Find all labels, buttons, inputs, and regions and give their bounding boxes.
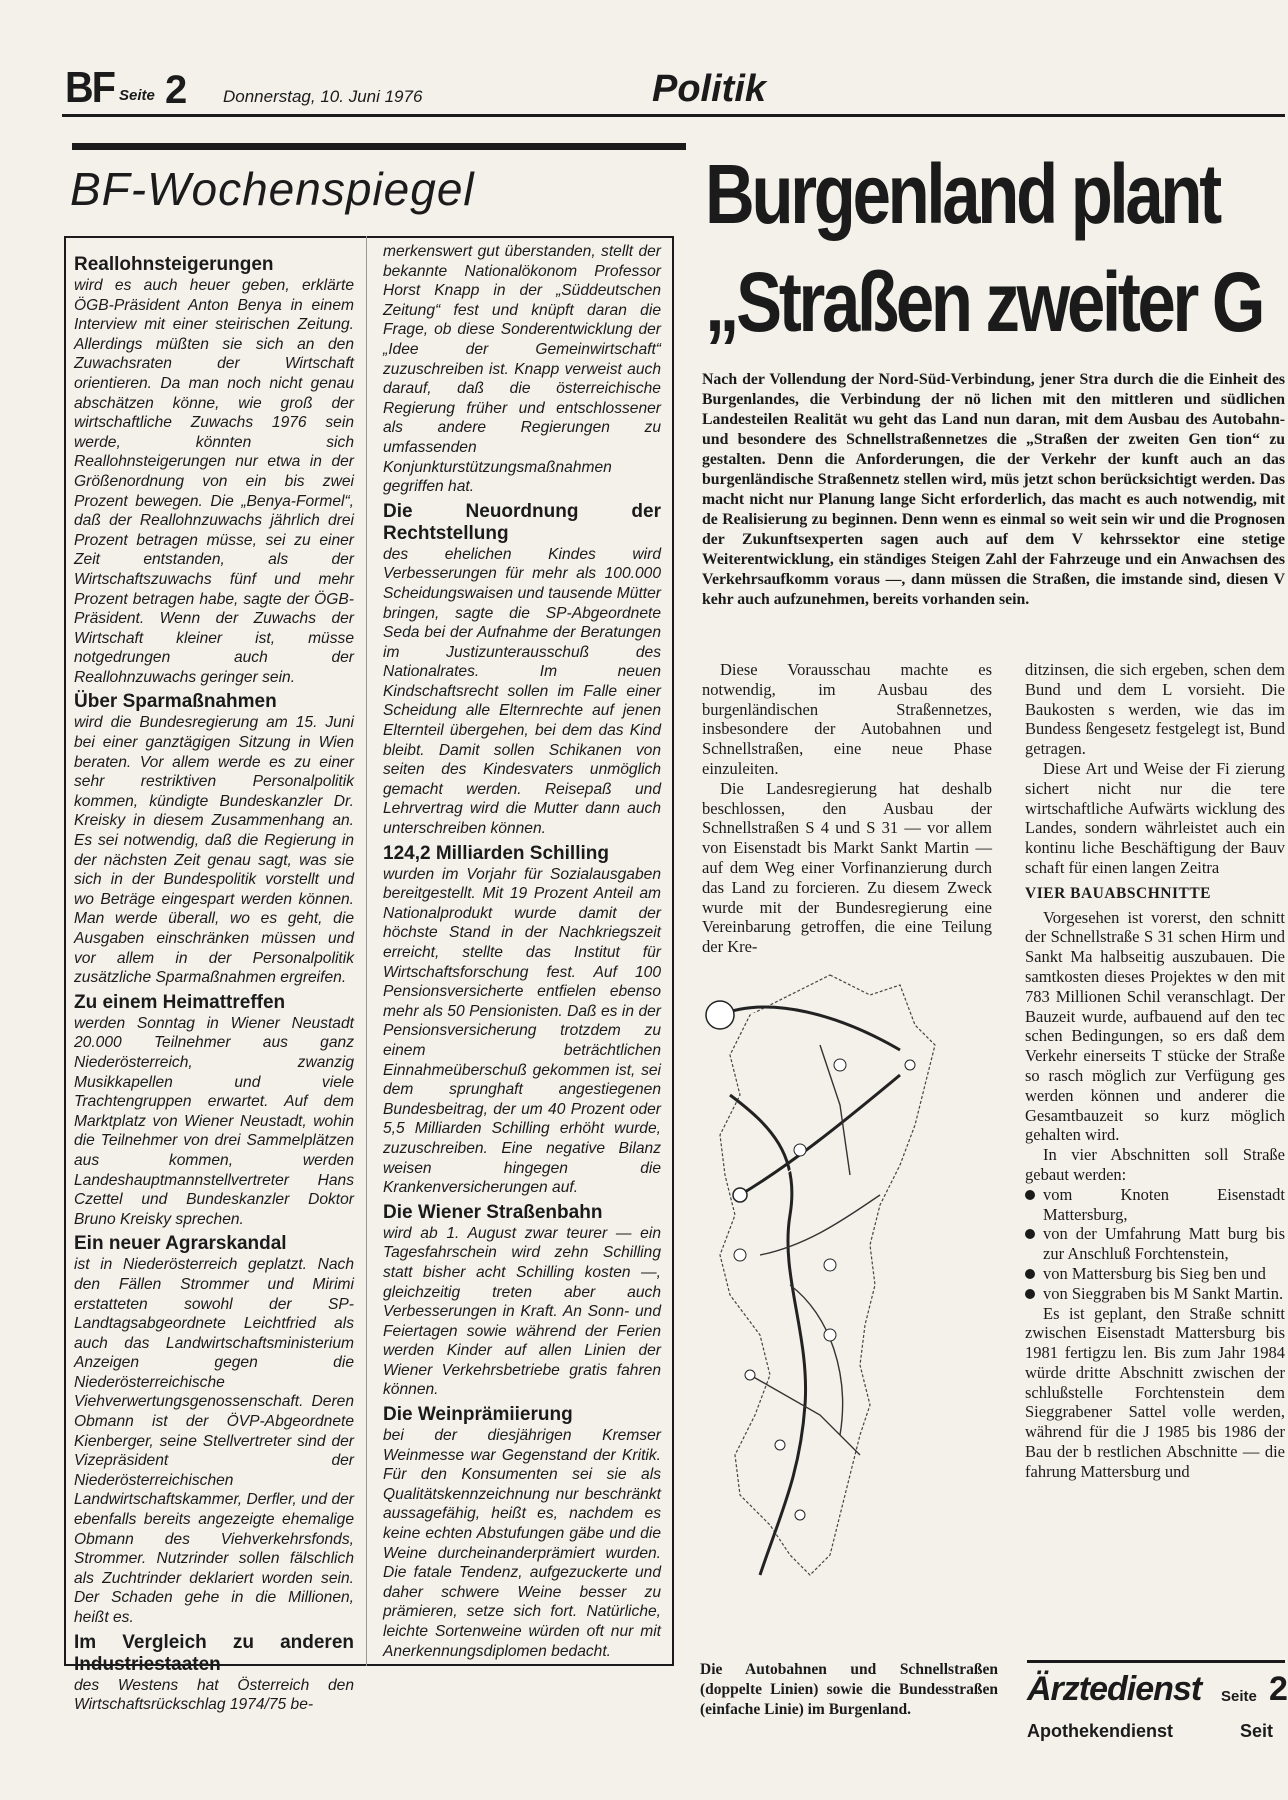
news-heading: 124,2 Milliarden Schilling: [383, 842, 609, 864]
news-paragraph: des ehelichen Kindes wird Verbesserungen für mehr als 100.000 Scheidungswaisen und tausende Mütter bringen, sagte die SP-Abgeordnete Seda bei der Aufnahme der Beratungen im Justizunterausschuß des Nationalrates. Im neuen Kindschaftsrecht sollen im Falle einer Scheidung alle Elternrechte auf jenen Elternteil übergehen, bei dem das Kind bleibt. Damit sollen Schikanen von seiten des Kindesvaters unmöglich gemacht werden. Reisepaß und Lehrvertrag wird die Mutter dann auch unterschreiben können.: [383, 545, 661, 838]
headline-line-2: „Straßen zweiter G: [705, 255, 1263, 349]
bullet-icon: [1025, 1229, 1035, 1239]
paragraph: Es ist geplant, den Straße schnitt zwischen Eisenstadt Mattersburg bis 1981 fertigzu len. Bis zum Jahr 1984 würde dritte Abschnitt zwischen der schlußstelle Forchtenstein dem Sieggrabener Sattel volle werden, während für die J 1985 bis 1986 der Bau der b restlichen Abschnitte — die fahrung Mattersburg und: [1025, 1303, 1285, 1481]
news-heading: Die Wiener Straßenbahn: [383, 1201, 603, 1223]
list-item: von Sieggraben bis M Sankt Martin.: [1025, 1284, 1285, 1304]
wochenspiegel-column-1: [74, 250, 354, 1715]
news-paragraph: wird die Bundesregierung am 15. Juni bei einer ganztägigen Sitzung in Wien beraten. Vor allem werde es zu einer sehr restriktiven Personalpolitik kommen, kündigte Bundeskanzler Dr. Kreisky in diesem Zusammenhang an. Es sei notwendig, daß die Regierung in der nächsten Zeit genau sagt, was sie sich in der Bundespolitik vorstellt und wo Beträge eingespart werden können. Man werde überall, wo es geht, die Ausgaben einschränken müssen und vor allem in der Personalpolitik zusätzliche Sparmaßnahmen ergreifen.: [74, 714, 354, 987]
news-paragraph: ist in Niederösterreich geplatzt. Nach den Fällen Strommer und Mirimi erstatteten sowohl der SP-Landtagsabgeordnete Leichtfried als auch das Landwirtschaftsministerium Anzeigen gegen die Niederösterreichische Viehverwertungsgenossenschaft. Deren Obmann ist der ÖVP-Abgeordnete Kienberger, seine Stellvertreter sind der Vizepräsident der Niederösterreichischen Landwirtschaftskammer, Derfler, und der ebenfalls bereits angezeigte ehemalige Obmann des Viehverkehrsfonds, Strommer. Nutzrinder sollen fälschlich als Zuchtrinder deklariert worden sein. Der Schaden gehe in die Millionen, heißt es.: [74, 1256, 354, 1626]
list-item: von der Umfahrung Matt burg bis zur Anschluß Forchtenstein,: [1025, 1224, 1285, 1264]
apothekendienst-seite-label: Seit: [1240, 1721, 1274, 1741]
paragraph: Vorgesehen ist vorerst, den schnitt der Schnellstraße S 31 schen Hirm und Sankt Ma halbseitig auszubauen. Die samtkosten dieses Projektes w den mit 783 Millionen Schil veranschlagt. Der Bauzeit wurde, aufbauend auf den tec schen Bedingungen, so ers daß dem Verkehr einerseits T stücke der Straße so rasch möglich zur Verfügung ges werden können und anderer die Gesamtbauzeit so kurz möglich gehalten wird.: [1025, 907, 1285, 1145]
header-rule: [62, 114, 1285, 117]
headline-line-1: Burgenland plant: [705, 147, 1219, 241]
bullet-icon: [1025, 1289, 1035, 1299]
news-paragraph: wird ab 1. August zwar teurer — ein Tagesfahrschein wird zehn Schilling statt bisher acht Schilling kosten —, gleichzeitig treten aber auch Verbesserungen in Kraft. An Sonn- und Feiertagen sowie während der Ferien werden Kinder auf allen Linien der Wiener Verkehrsbetriebe gratis fahren können.: [383, 1224, 661, 1399]
news-paragraph: bei der diesjährigen Kremser Weinmesse war Gegenstand der Kritik. Für den Konsumenten sei sie als Qualitätskennzeichnung nur beschränkt aussagefähig, heißt es, nachdem es keine echten Abstufungen gäbe und die Weine durcheinanderprämiert wurden. Die fatale Tendenz, aufgezuckerte und daher schwere Weine besser zu prämieren, setze sich fort. Natürliche, leichte Sortenweine würden oft nur mit Anerkennungsdiplomen bedacht.: [383, 1427, 661, 1660]
issue-date: Donnerstag, 10. Juni 1976: [223, 87, 423, 106]
wochenspiegel-title: BF-Wochenspiegel: [70, 163, 475, 215]
bullet-icon: [1025, 1269, 1035, 1279]
news-heading: Ein neuer Agrarskandal: [74, 1233, 287, 1255]
article-lead: Nach der Vollendung der Nord-Süd-Verbindung, jener Stra durch die die Einheit des Burgenlandes, die Verbindung der nö lichen mit den mittleren und südlichen Landesteilen Realität wu geht das Land nun daran, mit dem Ausbau des Autobahn- und besondere des Schnellstraßennetzes die „Straßen der zweiten Gen tion“ zu gestalten. Denn die Anforderungen, die der Verkehr der kunft auch an das burgenländische Straßennetz stellen wird, müs jetzt schon berücksichtigt werden. Das macht nicht nur Planung lange Sicht erforderlich, das macht es auch notwendig, mit de Realisierung zu beginnen. Denn wenn es einmal so weit sein wir und die Prognosen der Zukunftsexperten sagen auch auf dem V kehrssektor eine stetige Weiterentwicklung, ein ständiges Steigen Zahl der Fahrzeuge und ein Anwachsen des Verkehrsaufkomm voraus —, dann müssen die Straßen, die imstande sind, diesen V kehr auch aufzunehmen, bereits vorhanden sein.: [702, 371, 1285, 608]
aerztedienst-page-number: 2: [1269, 1670, 1288, 1708]
list-item: von Mattersburg bis Sieg ben und: [1025, 1264, 1285, 1284]
subhead: VIER BAUABSCHNITTE: [1025, 884, 1212, 902]
news-paragraph: wurden im Vorjahr für Sozialausgaben bereitgestellt. Mit 19 Prozent Anteil am Nationalprodukt wurde damit der höchste Stand in der Nachkriegszeit erreicht, stellte das Institut für Wirtschaftsforschung fest. Auf 100 Pensionsversicherte entfielen ebenso mehr als 50 Pensionisten. Daß es in der Pensionsversicherung trotzdem zu einem beträchtlichen Einnahmeüberschuß gekommen ist, sei dem sprunghaft angestiegenen Bundesbeitrag, der um 40 Prozent oder 5,5 Milliarden Schilling erhöht wurde, zuzuschreiben. Eine negative Bilanz weisen hingegen die Krankenversicherungen auf.: [383, 865, 661, 1197]
news-paragraph: werden Sonntag in Wiener Neustadt 20.000 Teilnehmer aus ganz Niederösterreich, zwanzig Musikkapellen und viele Trachtengruppen erwartet. Auf dem Marktplatz von Wiener Neustadt, wohin die Teilnehmer von drei Sammelplätzen aus kommen, werden Landeshauptmannstellvertreter Hans Czettel und Bundeskanzler Doktor Bruno Kreisky sprechen.: [74, 1014, 354, 1228]
news-heading: Über Sparmaßnahmen: [74, 691, 277, 713]
section-title: Politik: [652, 68, 767, 110]
column-divider: [366, 236, 367, 1666]
page-label: Seite: [119, 87, 155, 104]
news-heading: Die Neuordnung der Rechtstellung: [383, 500, 661, 544]
article-column-4: [1025, 660, 1285, 1482]
paragraph: In vier Abschnitten soll Straße gebaut werden:: [1025, 1145, 1285, 1184]
paragraph: Diese Vorausschau machte es notwendig, im Ausbau des burgenländischen Straßennetzes, insbesondere der Autobahnen und Schnellstraßen, eine neue Phase einzuleiten.: [702, 660, 992, 778]
apothekendienst-label: Apothekendienst: [1027, 1721, 1174, 1741]
news-paragraph: merkenswert gut überstanden, stellt der bekannte Nationalökonom Professor Horst Knapp in der „Süddeutschen Zeitung“ fest und knüpft daran die Frage, ob diese Sonderentwicklung der „Idee der Gemeinwirtschaft“ zuzuschreiben ist. Knapp verweist auch darauf, daß die österreichische Regierung früher und entschlossener als andere Regierungen zu umfassenden Konjunkturstützungsmaßnahmen gegriffen hat.: [383, 243, 661, 496]
news-heading: Im Vergleich zu anderen Industriestaaten: [74, 1631, 354, 1675]
wochenspiegel-bar: [72, 143, 686, 150]
list-item: vom Knoten Eisenstadt Mattersburg,: [1025, 1185, 1285, 1225]
bullet-icon: [1025, 1190, 1035, 1200]
paragraph: ditzinsen, die sich ergeben, schen dem Bund und dem L vorsieht. Die Baukosten s werden, wie das im Bundess ßengesetz festgelegt ist, Bund getragen.: [1025, 660, 1285, 759]
article-column-3: [702, 660, 992, 957]
map-caption: Die Autobahnen und Schnellstraßen (doppelte Linien) sowie die Bundesstraßen (einfache Linie) im Burgenland.: [700, 1661, 998, 1718]
news-paragraph: des Westens hat Österreich den Wirtschaftsrückschlag 1974/75 be-: [74, 1676, 354, 1714]
footer-rule: [1027, 1660, 1285, 1663]
logo: BF: [65, 63, 115, 112]
paragraph: Diese Art und Weise der Fi zierung sichert nicht nur die tere wirtschaftliche Aufwärts wicklung des Landes, sondern währleistet auch ein kontinu liche Beschäftigung der Bauv schaft für einen langen Zeitra: [1025, 758, 1285, 877]
aerztedienst-title: Ärztedienst: [1027, 1670, 1202, 1708]
burgenland-road-map: [700, 955, 1000, 1595]
wochenspiegel-column-2: [383, 242, 661, 1661]
aerztedienst-seite-label: Seite: [1221, 1688, 1257, 1705]
news-heading: Reallohnsteigerungen: [74, 254, 274, 275]
news-heading: Zu einem Heimattreffen: [74, 991, 286, 1013]
news-heading: Die Weinprämiierung: [383, 1404, 573, 1426]
paragraph: Die Landesregierung hat deshalb beschlossen, den Ausbau der Schnellstraßen S 4 und S 31 — vor allem von Eisenstadt bis Markt Sankt Martin — auf dem Weg einer Vorfinanzierung durch das Land zu forcieren. Zu diesem Zweck wurde mit der Bundesregierung eine Vereinbarung getroffen, die eine Teilung der Kre-: [702, 778, 992, 957]
news-paragraph: wird es auch heuer geben, erklärte ÖGB-Präsident Anton Benya in einem Interview mit einer steirischen Zeitung. Allerdings müßten sie sich an den Zuwachsraten der Wirtschaft orientieren. Da man noch nicht genau abschätzen könne, wie groß der wirtschaftliche Zuwachs 1976 sein werde, könnten sich Reallohnsteigerungen nur etwa in der Größenordnung von ein bis zwei Prozent bewegen. Die „Benya-Formel“, daß der Reallohnzuwachs jährlich drei Prozent betragen müsse, sei zu einer Zeit entstanden, als der Wirtschaftszuwachs fünf und mehr Prozent betragen habe, sagte der ÖGB-Präsident. Wenn der Zuwachs der Wirtschaft kleiner ist, müsse notgedrungen auch der Reallohnzuwachs geringer sein.: [74, 277, 354, 686]
page-number: 2: [165, 68, 188, 112]
